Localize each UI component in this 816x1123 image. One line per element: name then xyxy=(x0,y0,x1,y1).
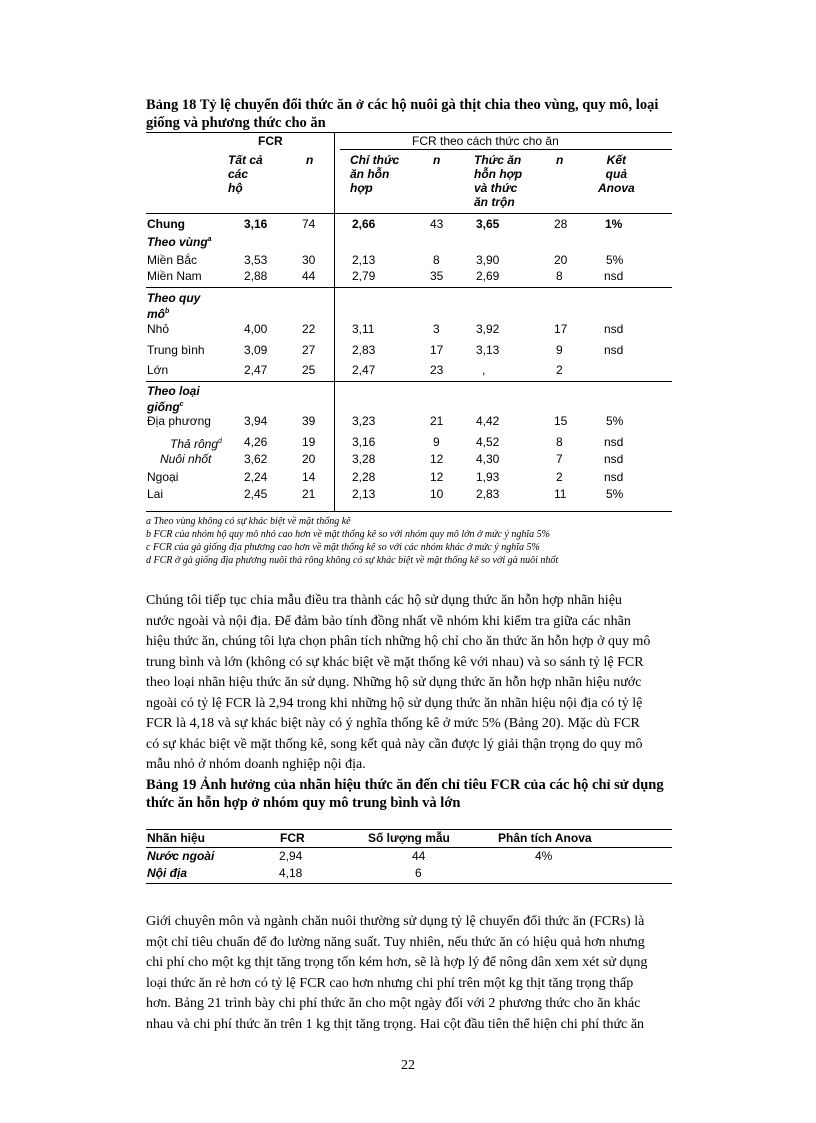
table19-header-brand: Nhãn hiệu xyxy=(147,831,206,845)
table19-top-rule xyxy=(146,829,672,830)
body-paragraph-2: Giới chuyên môn và ngành chăn nuôi thường sử dụng tỷ lệ chuyển đổi thức ăn (FCRs) là một chỉ tiêu chuẩn để đo lường năng suất. Tuy nhiên, nếu thức ăn có hiệu quả hơn nhưng chi phí cho một kg thịt tăng trọng tốn kém hơn, sẽ là hợp lý để nông dân xem xét sử dụng loại thức ăn rẻ hơn có tỷ lệ FCR cao hơn nhưng chi phí trên một kg thịt tăng trọng thấp hơn. Bảng 21 trình bày chi phí thức ăn cho một ngày đối với 2 phương thức cho ăn khác nhau và chi phí thức ăn trên 1 kg thịt tăng trọng. Hai cột đầu tiên thể hiện chi phí thức ăn xyxy=(146,914,648,1032)
table18-group-method: FCR theo cách thức cho ăn xyxy=(412,134,559,148)
table19-header-anova: Phân tích Anova xyxy=(498,831,592,845)
table18-top-rule xyxy=(146,132,672,133)
header-mixed-and-blended: Thức ăn hỗn hợp và thức ăn trộn xyxy=(474,153,523,209)
footnote-c: c FCR của gà giống địa phương cao hơn về mặt thống kê so với các nhóm khác ở mức ý nghĩa 5% xyxy=(146,542,540,553)
table18-caption-line1: Bảng 18 Tỷ lệ chuyển đổi thức ăn ở các hộ nuôi gà thịt chia theo vùng, quy mô, loại xyxy=(146,97,659,113)
footnote-d: d FCR ở gà giống địa phương nuôi thả rông không có sự khác biệt về mặt thống kê so với gà nuôi nhốt xyxy=(146,555,559,566)
body-paragraph-1: Chúng tôi tiếp tục chia mẫu điều tra thành các hộ sử dụng thức ăn hỗn hợp nhãn hiệu nước ngoài và nội địa. Để đảm bảo tính đồng nhất về nhóm khi kiểm tra giữa các nhãn hiệu thức ăn, chúng tôi lựa chọn phân tích những hộ chỉ cho ăn thức ăn hỗn hợp ở quy mô trung bình và lớn (không có sự khác biệt về mặt thống kê với nhau) và so sánh tỷ lệ FCR theo loại nhãn hiệu thức ăn sử dụng. Những hộ sử dụng thức ăn hỗn hợp nhãn hiệu nước ngoài có tỷ lệ FCR là 2,94 trong khi những hộ sử dụng thức ăn nhãn hiệu nội địa có tỷ lệ FCR là 4,18 và sự khác biệt này có ý nghĩa thống kê ở mức 5% (Bảng 20). Mặc dù FCR có sự khác biệt về mặt thống kê, song kết quả này cần được lý giải thận trọng do quy mô mẫu nhỏ ở nhóm doanh nghiệp nội địa. xyxy=(146,593,651,772)
header-n1: n xyxy=(306,153,314,167)
table18-footnotes xyxy=(146,515,706,567)
table18-bottom-rule xyxy=(146,511,672,512)
table19-header-rule xyxy=(146,847,672,848)
table18-group-rule xyxy=(340,149,672,150)
table19-caption-line1: Bảng 19 Ảnh hưởng của nhãn hiệu thức ăn đến chỉ tiêu FCR của các hộ chỉ sử dụng xyxy=(146,777,664,793)
header-all-households: Tất cả các hộ xyxy=(228,153,263,195)
header-n3: n xyxy=(556,153,564,167)
page-number: 22 xyxy=(401,1058,415,1073)
table18-header-rule xyxy=(146,213,672,214)
section-heading-breed: Theo loại giống$^c$ xyxy=(147,384,200,414)
table18-group-fcr: FCR xyxy=(258,134,283,148)
table18-rule-region xyxy=(146,287,672,288)
header-n2: n xyxy=(433,153,441,167)
table18-rule-scale xyxy=(146,381,672,382)
section-heading-region: Theo vùng$^a$ xyxy=(147,235,212,249)
footnote-a: a Theo vùng không có sự khác biệt về mặt thống kê xyxy=(146,516,351,527)
table18-vertical-divider xyxy=(334,133,335,511)
section-heading-scale: Theo quy $mô^b$ xyxy=(147,291,201,321)
header-mixed-only: Chỉ thức ăn hỗn hợp xyxy=(350,153,400,195)
header-anova: Kết quả Anova xyxy=(598,153,635,195)
table19-header-fcr: FCR xyxy=(280,831,305,845)
table18-caption xyxy=(146,96,686,132)
table18-caption-line2: giống và phương thức cho ăn xyxy=(146,115,326,131)
table19-caption xyxy=(146,776,696,812)
table19-caption-line2: thức ăn hỗn hợp ở nhóm quy mô trung bình và lớn xyxy=(146,795,461,811)
footnote-b: b FCR của nhóm hộ quy mô nhỏ cao hơn về mặt thống kê so với nhóm quy mô lớn ở mức ý nghĩa 5% xyxy=(146,529,550,540)
table19-bottom-rule xyxy=(146,883,672,884)
table19-header-sample: Số lượng mẫu xyxy=(368,831,450,845)
